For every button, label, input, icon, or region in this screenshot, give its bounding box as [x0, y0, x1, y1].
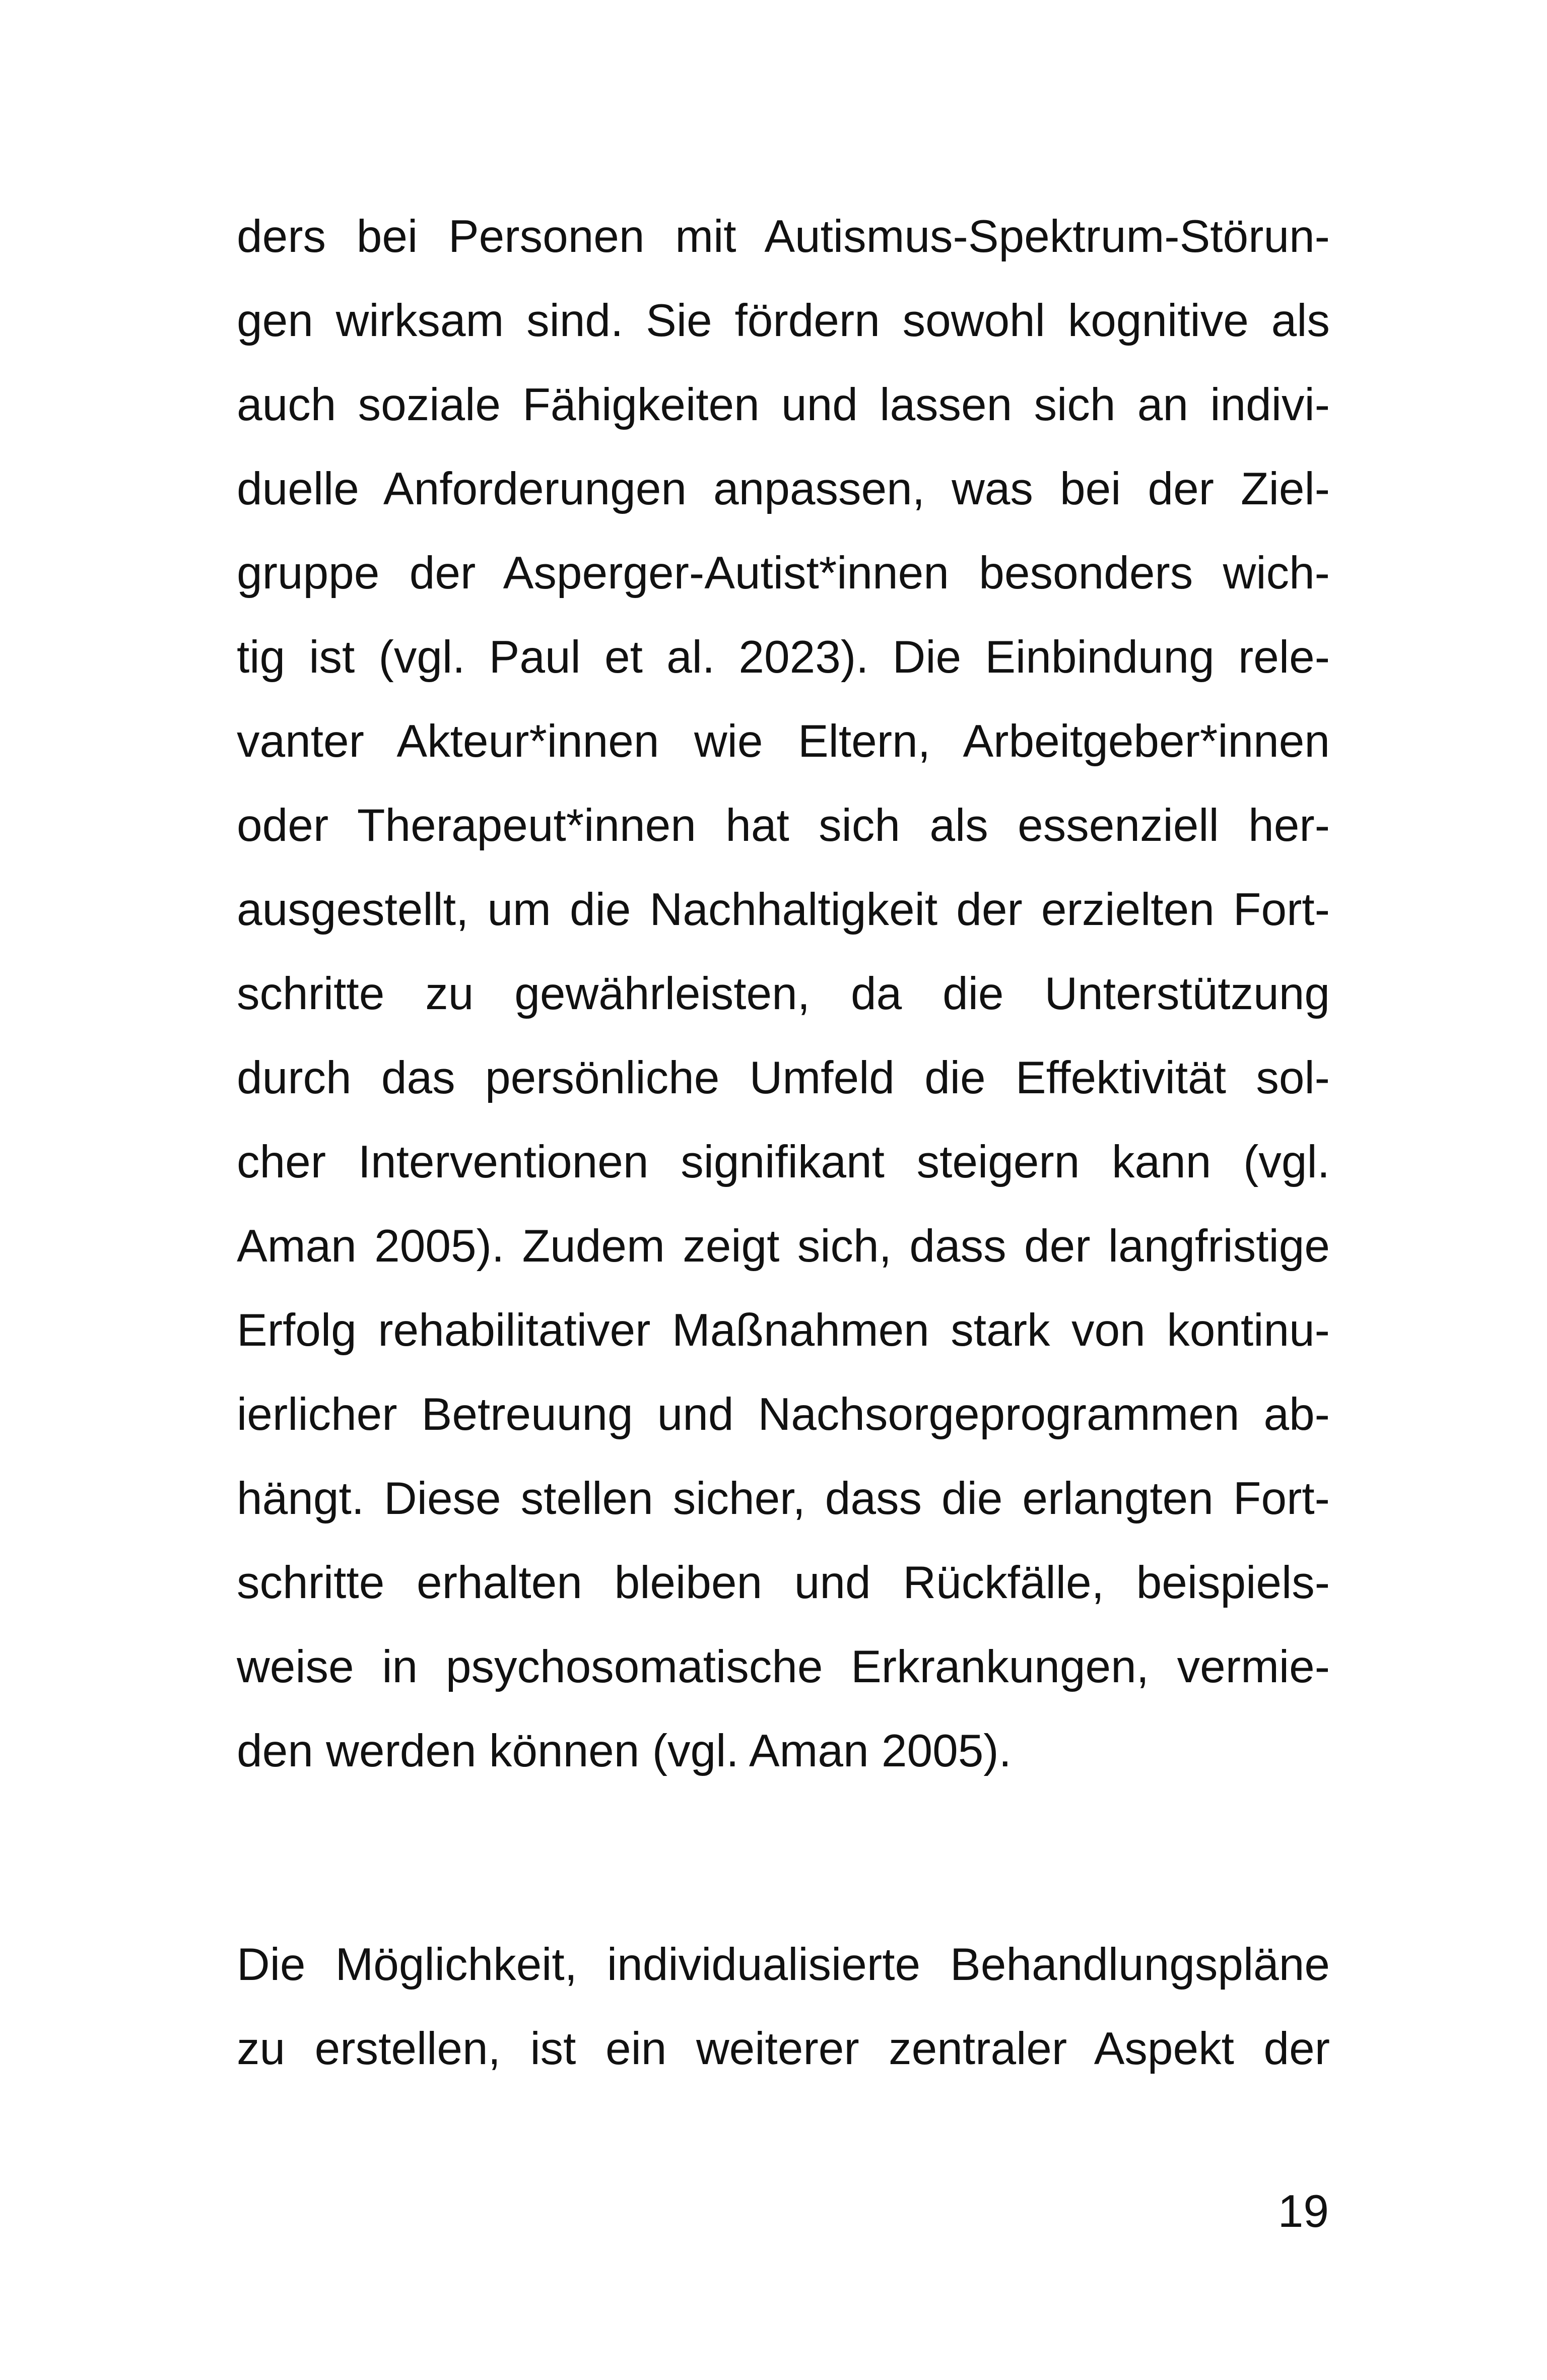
text-line: zu erstellen, ist ein weiterer zentraler Aspekt der [237, 2023, 1330, 2074]
text-line: ders bei Personen mit Autismus-Spektrum-Störun- [237, 211, 1330, 262]
text-line: auch soziale Fähigkeiten und lassen sich an indivi- [237, 379, 1330, 430]
text-line: vanter Akteur*innen wie Eltern, Arbeitgeber*innen [237, 716, 1330, 767]
text-line: durch das persönliche Umfeld die Effektivität sol- [237, 1052, 1330, 1103]
text-line: duelle Anforderungen anpassen, was bei der Ziel- [237, 464, 1330, 514]
text-line: ausgestellt, um die Nachhaltigkeit der erzielten Fort- [237, 884, 1330, 935]
text-line: den werden können (vgl. Aman 2005). [237, 1726, 1012, 1776]
text-line: gen wirksam sind. Sie fördern sowohl kognitive als [237, 295, 1330, 346]
text-line: Erfolg rehabilitativer Maßnahmen stark von kontinu- [237, 1305, 1330, 1356]
text-line: cher Interventionen signifikant steigern kann (vgl. [237, 1137, 1330, 1187]
text-line: schritte erhalten bleiben und Rückfälle, beispiels- [237, 1557, 1330, 1608]
text-line: weise in psychosomatische Erkrankungen, vermie- [237, 1641, 1330, 1692]
text-line: ierlicher Betreuung und Nachsorgeprogrammen ab- [237, 1389, 1330, 1440]
text-line: oder Therapeut*innen hat sich als essenziell her- [237, 800, 1330, 851]
text-line: Aman 2005). Zudem zeigt sich, dass der langfristige [237, 1221, 1330, 1272]
page-number: 19 [1277, 2186, 1329, 2237]
text-line: tig ist (vgl. Paul et al. 2023). Die Einbindung rele- [237, 632, 1330, 683]
text-line: gruppe der Asperger-Autist*innen besonders wich- [237, 548, 1330, 599]
text-line: Die Möglichkeit, individualisierte Behandlungspläne [237, 1939, 1330, 1990]
text-line: hängt. Diese stellen sicher, dass die erlangten Fort- [237, 1473, 1330, 1524]
text-line: schritte zu gewährleisten, da die Unterstützung [237, 968, 1330, 1019]
